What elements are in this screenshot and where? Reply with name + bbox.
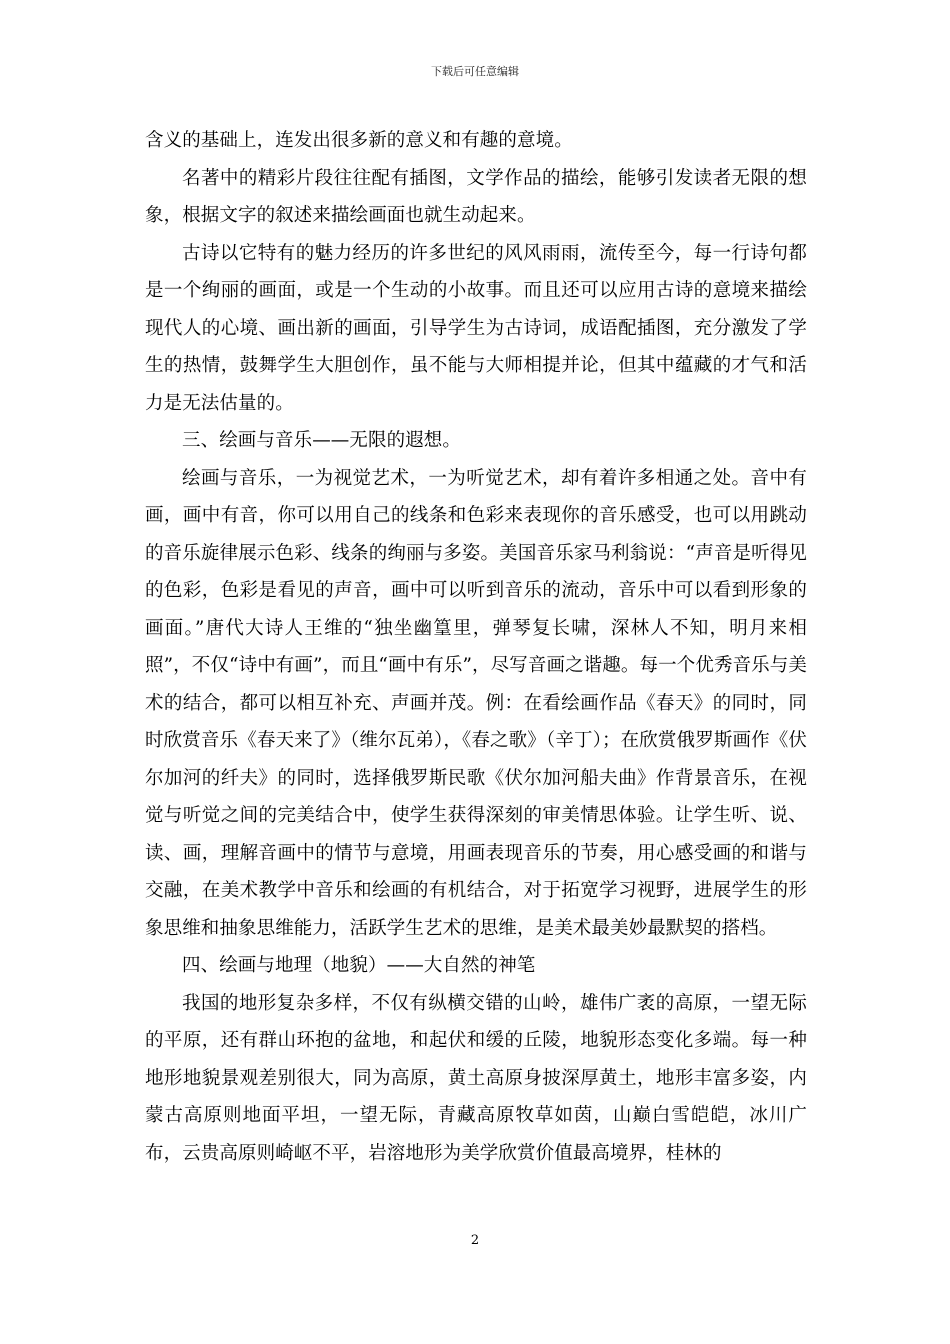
paragraph-painting-music: 绘画与音乐，一为视觉艺术，一为听觉艺术，却有着许多相通之处。音中有画，画中有音，你可以用自己的线条和色彩来表现你的音乐感受，也可以用跳动的音乐旋律展示色彩、线条的绚丽与多姿。美国音乐家马利翁说：“声音是听得见的色彩，色彩是看见的声音，画中可以听到音乐的流动，音乐中可以看到形象的画面。”唐代大诗人王维的“独坐幽篁里，弹琴复长啸，深林人不知，明月来相照”，不仅“诗中有画”，而且“画中有乐”，尽写音画之谐趣。每一个优秀音乐与美术的结合，都可以相互补充、声画并茂。例：在看绘画作品《春天》的同时，同时欣赏音乐《春天来了》（维尔瓦弟），《春之歌》（辛丁）；在欣赏俄罗斯画作《伏尔加河的纤夫》的同时，选择俄罗斯民歌《伏尔加河船夫曲》作背景音乐，在视觉与听觉之间的完美结合中，使学生获得深刻的审美情思体验。让学生听、说、读、画，理解音画中的情节与意境，用画表现音乐的节奏，用心感受画的和谐与交融，在美术教学中音乐和绘画的有机结合，对于拓宽学习视野，进展学生的形象思维和抽象思维能力，活跃学生艺术的思维，是美术最美妙最默契的搭档。 — [145, 467, 807, 939]
page-number: 2 — [470, 1233, 480, 1248]
page-header: 下载后可任意编辑 — [431, 65, 519, 78]
document-body — [145, 122, 807, 1172]
paragraph-illustration: 名著中的精彩片段往往配有插图，文学作品的描绘，能够引发读者无限的想象，根据文字的叙述来描绘画面也就生动起来。 — [145, 167, 807, 226]
paragraph-ancient-poetry: 古诗以它特有的魅力经历的许多世纪的风风雨雨，流传至今，每一行诗句都是一个绚丽的画面，或是一个生动的小故事。而且还可以应用古诗的意境来描绘现代人的心境、画出新的画面，引导学生为古诗词，成语配插图，充分激发了学生的热情，鼓舞学生大胆创作，虽不能与大师相提并论，但其中蕴藏的才气和活力是无法估量的。 — [145, 242, 807, 414]
section-heading-geography: 四、绘画与地理（地貌）——大自然的神笔 — [182, 955, 536, 976]
section-heading-music: 三、绘画与音乐——无限的遐想。 — [182, 430, 462, 451]
paragraph-terrain: 我国的地形复杂多样，不仅有纵横交错的山岭，雄伟广袤的高原，一望无际的平原，还有群山环抱的盆地，和起伏和缓的丘陵，地貌形态变化多端。每一种地形地貌景观差别很大，同为高原，黄土高原身披深厚黄土，地形丰富多姿，内蒙古高原则地面平坦，一望无际，青藏高原牧草如茵，山巅白雪皑皑，冰川广布，云贵高原则崎岖不平，岩溶地形为美学欣赏价值最高境界，桂林的 — [145, 992, 807, 1164]
paragraph-continuation: 含义的基础上，连发出很多新的意义和有趣的意境。 — [145, 130, 573, 151]
